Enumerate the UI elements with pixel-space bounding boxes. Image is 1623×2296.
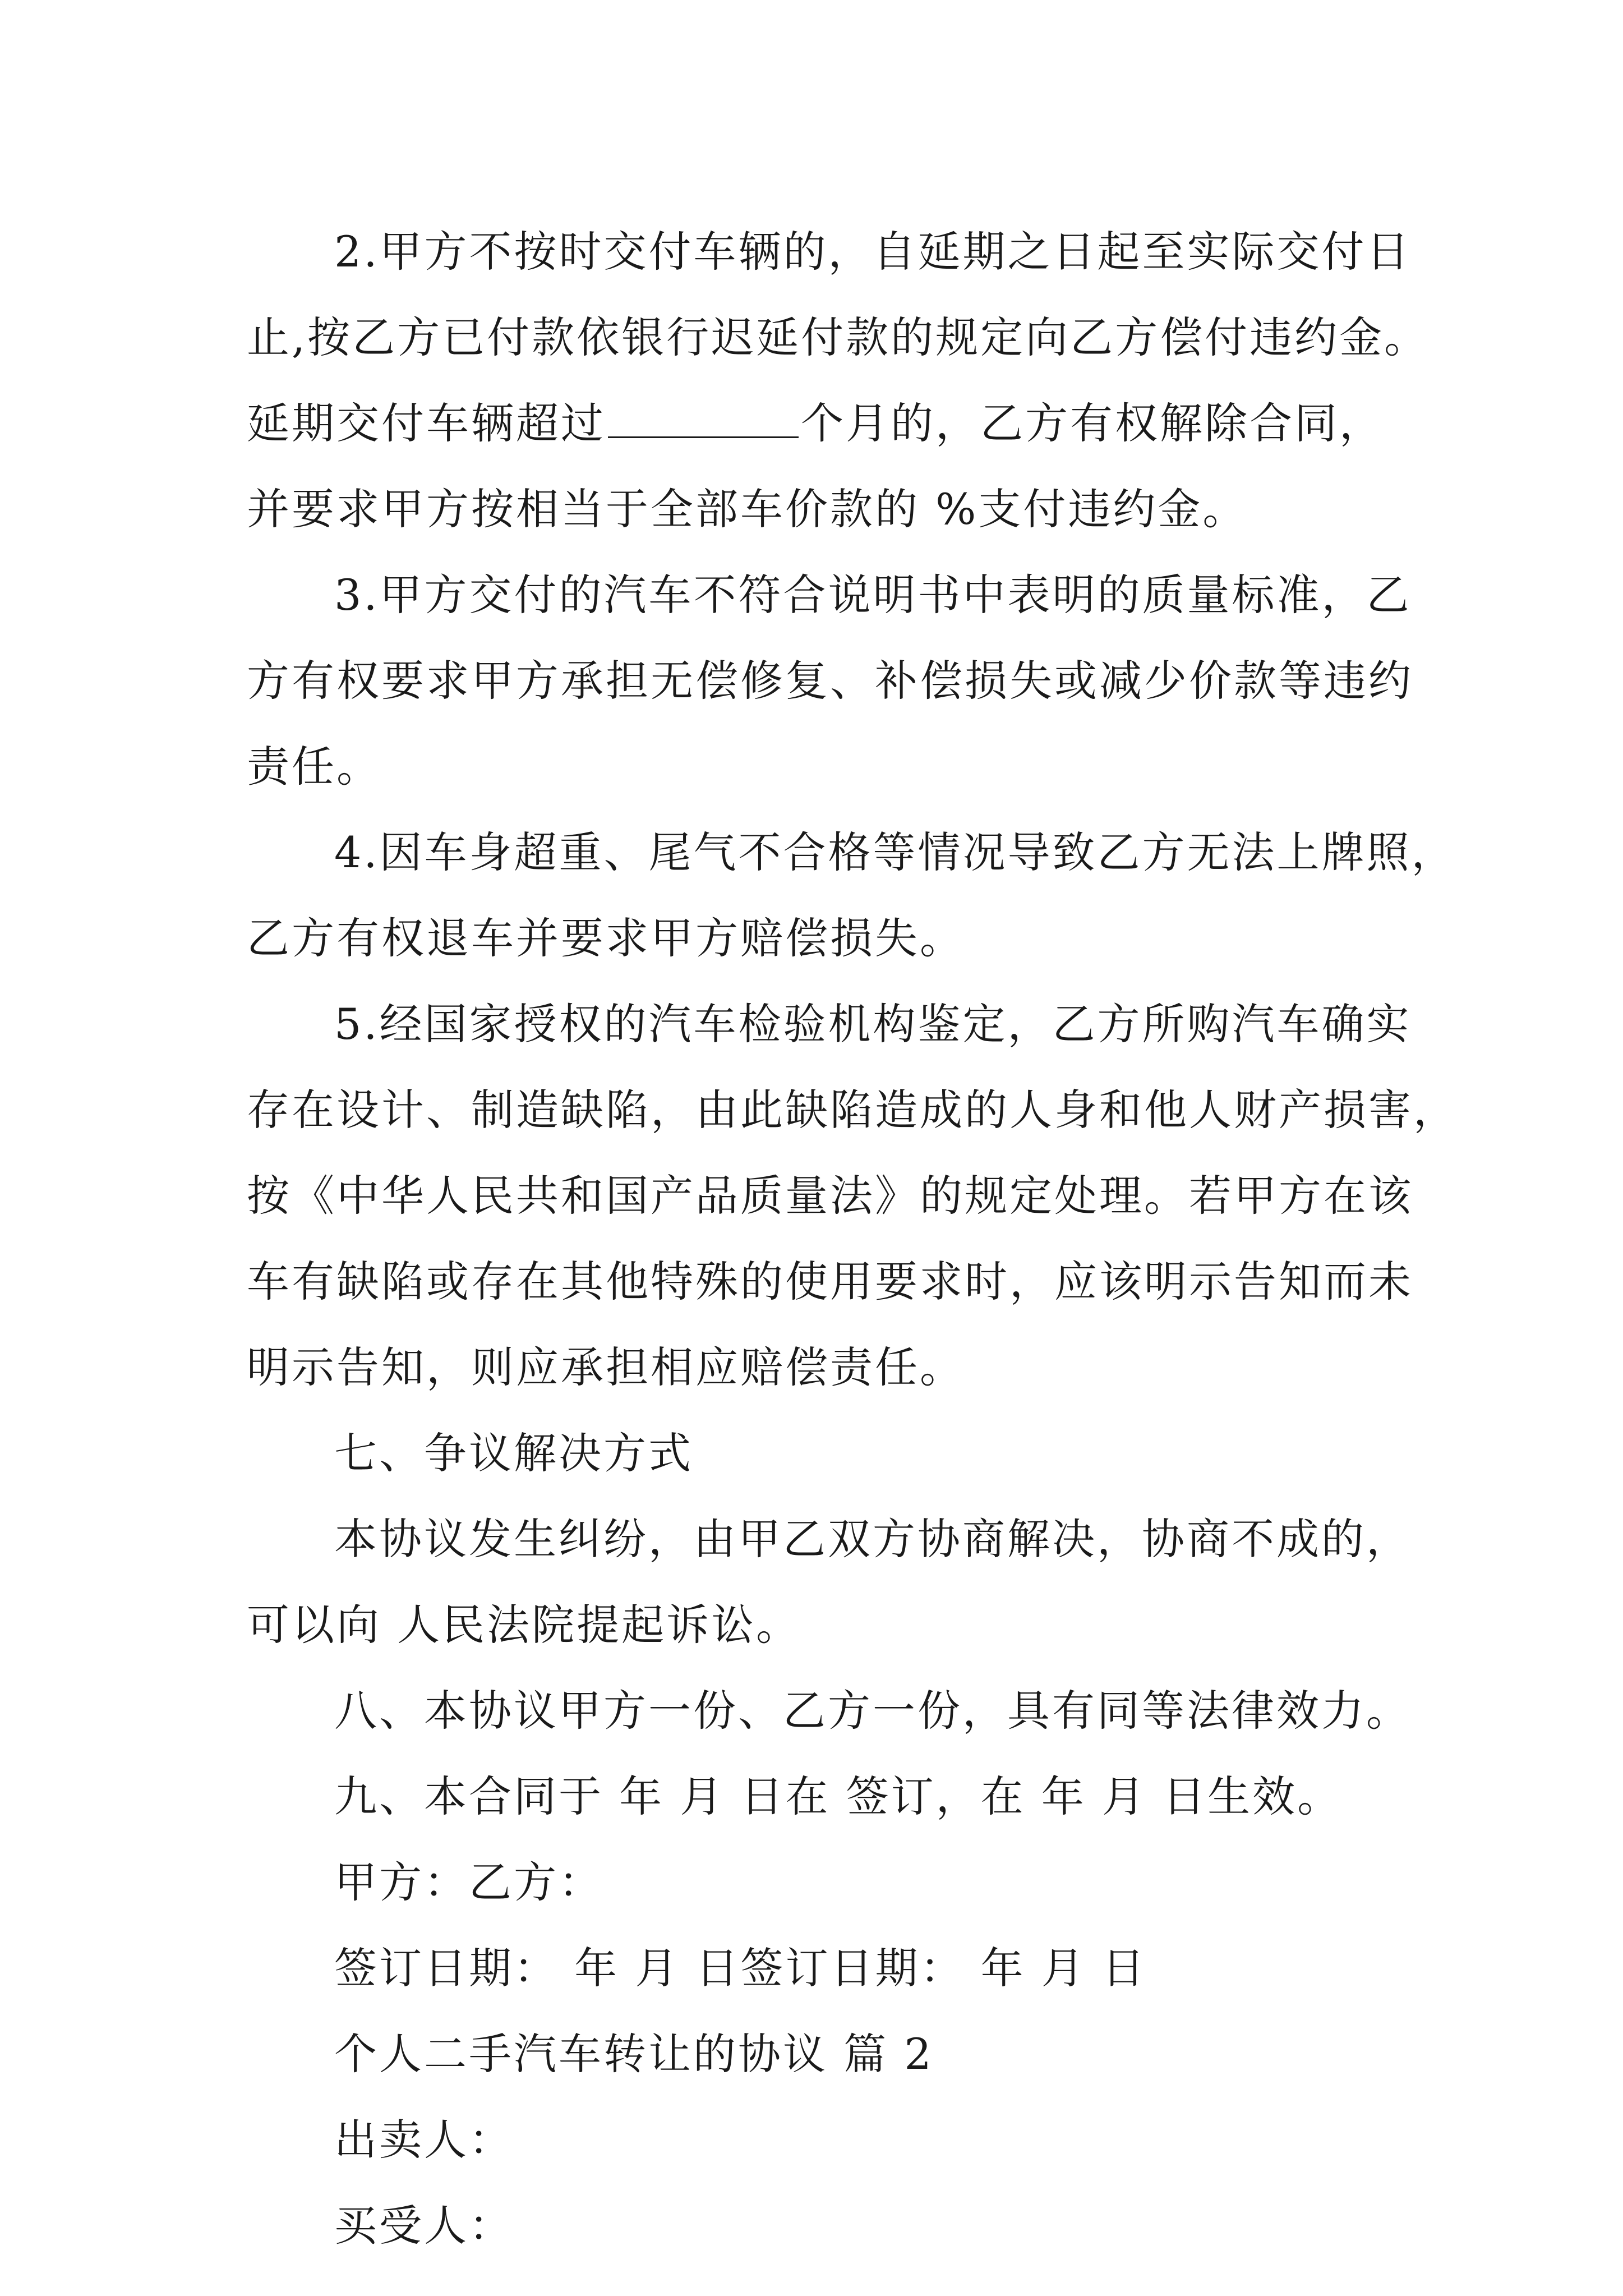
clause-4-line-2: 乙方有权退车并要求甲方赔偿损失。 [247,913,965,963]
section-7-line-2: 可以向 人民法院提起诉讼。 [247,1600,801,1650]
section-7-line-1: 本协议发生纠纷，由甲乙双方协商解决，协商不成的， [334,1514,1411,1564]
clause-2-line-1: 2.甲方不按时交付车辆的，自延期之日起至实际交付日 [334,227,1412,277]
clause-5-line-3: 按《中华人民共和国产品质量法》的规定处理。若甲方在该 [247,1171,1413,1221]
document-body [247,209,1458,2269]
clause-2-line-3-start: 延期交付车辆超过 [247,398,606,448]
fill-in-blank-months [608,403,799,438]
clause-2-line-3-end: 个月的，乙方有权解除合同， [801,398,1384,448]
part-2-title: 个人二手汽车转让的协议 篇 2 [334,2029,934,2079]
clause-3-line-3: 责任。 [247,742,381,792]
clause-4-line-1: 4.因车身超重、尾气不合格等情况导致乙方无法上牌照， [334,827,1456,877]
clause-3-line-1: 3.甲方交付的汽车不符合说明书中表明的质量标准，乙 [334,570,1412,620]
clause-3-line-2: 方有权要求甲方承担无偿修复、补偿损失或减少价款等违约 [247,656,1413,706]
clause-2-line-3 [247,380,1413,466]
section-8: 八、本协议甲方一份、乙方一份，具有同等法律效力。 [334,1686,1411,1736]
section-7-heading: 七、争议解决方式 [334,1428,693,1478]
clause-5-line-2: 存在设计、制造缺陷，由此缺陷造成的人身和他人财产损害， [247,1085,1458,1135]
parties-line: 甲方：乙方： [334,1857,603,1907]
signing-dates-line: 签订日期： 年 月 日签订日期： 年 月 日 [334,1943,1147,1993]
clause-2-line-2: 止,按乙方已付款依银行迟延付款的规定向乙方偿付违约金。 [247,312,1430,362]
buyer-line: 买受人： [334,2201,514,2251]
section-9: 九、本合同于 年 月 日在 签订，在 年 月 日生效。 [334,1772,1343,1821]
clause-5-line-4: 车有缺陷或存在其他特殊的使用要求时，应该明示告知而未 [247,1257,1413,1306]
clause-5-line-1: 5.经国家授权的汽车检验机构鉴定，乙方所购汽车确实 [334,999,1412,1049]
clause-2-line-4: 并要求甲方按相当于全部车价款的 %支付违约金。 [247,484,1248,534]
clause-5-line-5: 明示告知，则应承担相应赔偿责任。 [247,1342,965,1392]
seller-line: 出卖人： [334,2115,514,2165]
